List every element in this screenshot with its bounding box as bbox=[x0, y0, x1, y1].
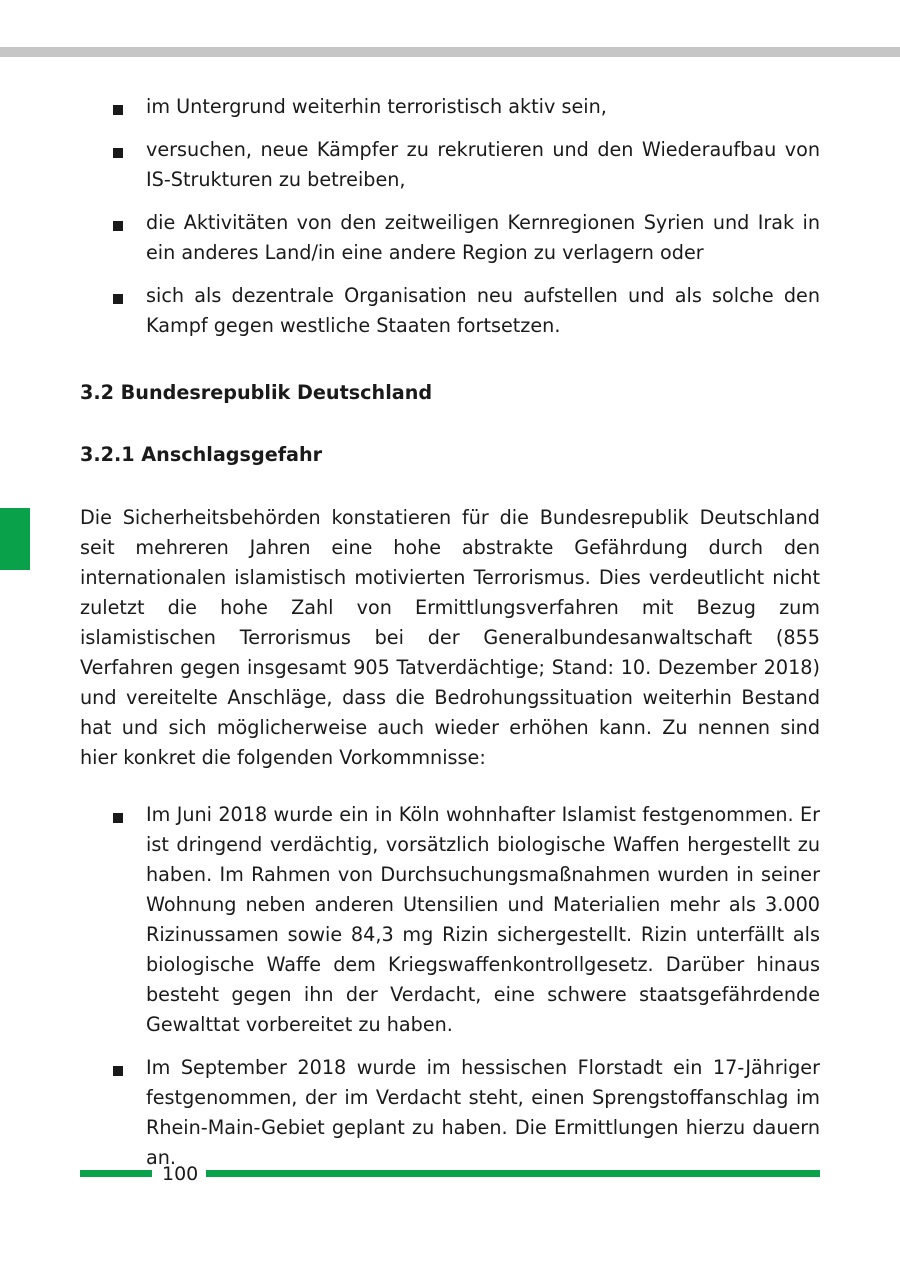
page-footer bbox=[80, 1163, 820, 1185]
list-item-text: Im Juni 2018 wurde ein in Köln wohnhafter Islamist festgenommen. Er ist dringend verdächtig, vorsätzlich biologische Waffen hergestellt zu haben. Im Rahmen von Durchsuchungsmaßnahmen wurden in seiner Wohnung neben anderen Utensilien und Materialien mehr als 3.000 Rizinussamen sowie 84,3 mg Rizin sichergestellt. Rizin unterfällt als biologische Waffe dem Kriegswaffenkontrollgesetz. Darüber hinaus besteht gegen ihn der Verdacht, eine schwere staatsgefährdende Gewalttat vorbereitet zu haben. bbox=[146, 803, 820, 1036]
top-bullet-list bbox=[80, 92, 820, 341]
list-item bbox=[80, 92, 820, 122]
chapter-tab-marker bbox=[0, 508, 30, 570]
list-item-text: versuchen, neue Kämpfer zu rekrutieren und den Wiederaufbau von IS-Strukturen zu betreiben, bbox=[146, 138, 820, 191]
page-number: 100 bbox=[162, 1163, 199, 1185]
list-item bbox=[80, 208, 820, 268]
square-bullet-icon bbox=[113, 105, 123, 115]
incident-bullet-list bbox=[80, 800, 820, 1173]
square-bullet-icon bbox=[113, 148, 123, 158]
square-bullet-icon bbox=[113, 221, 123, 231]
section-heading: 3.2 Bundesrepublik Deutschland bbox=[80, 381, 433, 404]
list-item-text: Im September 2018 wurde im hessischen Florstadt ein 17-Jähriger festgenommen, der im Verdacht steht, einen Sprengstoffanschlag im Rhein-Main-Gebiet geplant zu haben. Die Ermittlungen hierzu dauern an. bbox=[146, 1056, 820, 1169]
list-item-text: die Aktivitäten von den zeitweiligen Kernregionen Syrien und Irak in ein anderes Land/in eine andere Region zu verlagern oder bbox=[146, 211, 820, 264]
square-bullet-icon bbox=[113, 813, 123, 823]
subsection-heading: 3.2.1 Anschlagsgefahr bbox=[80, 443, 323, 466]
list-item bbox=[80, 1053, 820, 1173]
square-bullet-icon bbox=[113, 294, 123, 304]
footer-rule-left bbox=[80, 1170, 152, 1177]
list-item bbox=[80, 135, 820, 195]
top-rule bbox=[0, 47, 900, 57]
list-item-text: im Untergrund weiterhin terroristisch aktiv sein, bbox=[146, 95, 607, 118]
list-item bbox=[80, 800, 820, 1040]
list-item-text: sich als dezentrale Organisation neu aufstellen und als solche den Kampf gegen westliche Staaten fortsetzen. bbox=[146, 284, 820, 337]
square-bullet-icon bbox=[113, 1066, 123, 1076]
page-content bbox=[80, 92, 820, 1186]
list-item bbox=[80, 281, 820, 341]
body-paragraph: Die Sicherheitsbehörden konstatieren für die Bundesrepublik Deutschland seit mehreren Jahren eine hohe abstrakte Gefährdung durch den internationalen islamistisch motivierten Terrorismus. Dies verdeutlicht nicht zuletzt die hohe Zahl von Ermittlungsverfahren mit Bezug zum islamistischen Terrorismus bei der Generalbundesanwaltschaft (855 Verfahren gegen insgesamt 905 Tatverdächtige; Stand: 10. Dezember 2018) und vereitelte Anschläge, dass die Bedrohungssituation weiterhin Bestand hat und sich möglicherweise auch wieder erhöhen kann. Zu nennen sind hier konkret die folgenden Vorkommnisse: bbox=[80, 506, 820, 769]
footer-rule-right bbox=[206, 1170, 820, 1177]
